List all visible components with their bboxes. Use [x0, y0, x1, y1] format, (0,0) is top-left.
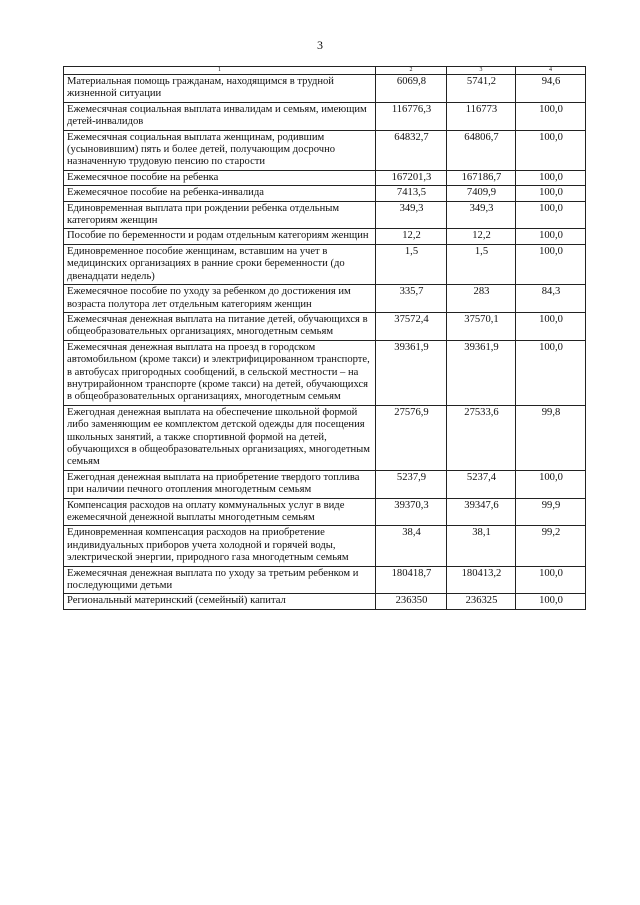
planned-value: 236350 [376, 594, 447, 609]
percent-value: 100,0 [516, 102, 586, 130]
actual-value: 64806,7 [447, 130, 516, 170]
table-row [64, 340, 586, 405]
table-row [64, 229, 586, 244]
planned-value: 27576,9 [376, 405, 447, 470]
actual-value: 5237,4 [447, 470, 516, 498]
planned-value: 39361,9 [376, 340, 447, 405]
column-number-row [64, 67, 586, 75]
percent-value: 100,0 [516, 470, 586, 498]
page-number: 3 [317, 38, 323, 52]
actual-value: 12,2 [447, 229, 516, 244]
column-number: 2 [376, 67, 447, 75]
actual-value: 116773 [447, 102, 516, 130]
percent-value: 100,0 [516, 566, 586, 594]
table-row [64, 186, 586, 201]
column-number: 1 [64, 67, 376, 75]
percent-value: 100,0 [516, 340, 586, 405]
actual-value: 27533,6 [447, 405, 516, 470]
planned-value: 167201,3 [376, 170, 447, 185]
actual-value: 37570,1 [447, 312, 516, 340]
row-name: Ежегодная денежная выплата на обеспечение школьной формой либо заменяющим ее комплектом детской одежды для посещения школьных занятий, а также спортивной формой на детей, обучающихся в общеобразовательных организациях, многодетным семьям [64, 405, 376, 470]
planned-value: 37572,4 [376, 312, 447, 340]
percent-value: 100,0 [516, 186, 586, 201]
row-name: Региональный материнский (семейный) капитал [64, 594, 376, 609]
table-row [64, 285, 586, 313]
planned-value: 12,2 [376, 229, 447, 244]
actual-value: 5741,2 [447, 75, 516, 103]
actual-value: 39361,9 [447, 340, 516, 405]
table-row [64, 102, 586, 130]
percent-value: 100,0 [516, 130, 586, 170]
planned-value: 7413,5 [376, 186, 447, 201]
table-row [64, 312, 586, 340]
table-row [64, 244, 586, 284]
row-name: Пособие по беременности и родам отдельным категориям женщин [64, 229, 376, 244]
actual-value: 39347,6 [447, 498, 516, 526]
percent-value: 100,0 [516, 201, 586, 229]
percent-value: 100,0 [516, 594, 586, 609]
percent-value: 100,0 [516, 312, 586, 340]
row-name: Ежемесячная социальная выплата инвалидам и семьям, имеющим детей-инвалидов [64, 102, 376, 130]
row-name: Ежемесячное пособие на ребенка-инвалида [64, 186, 376, 201]
actual-value: 180413,2 [447, 566, 516, 594]
column-number: 4 [516, 67, 586, 75]
table-row [64, 201, 586, 229]
actual-value: 236325 [447, 594, 516, 609]
actual-value: 167186,7 [447, 170, 516, 185]
percent-value: 100,0 [516, 244, 586, 284]
planned-value: 335,7 [376, 285, 447, 313]
planned-value: 349,3 [376, 201, 447, 229]
planned-value: 1,5 [376, 244, 447, 284]
planned-value: 39370,3 [376, 498, 447, 526]
row-name: Ежемесячное пособие по уходу за ребенком до достижения им возраста полутора лет отдельным категориям женщин [64, 285, 376, 313]
actual-value: 38,1 [447, 526, 516, 566]
table-row [64, 470, 586, 498]
actual-value: 349,3 [447, 201, 516, 229]
table-row [64, 526, 586, 566]
row-name: Ежемесячная денежная выплата по уходу за третьим ребенком и последующими детьми [64, 566, 376, 594]
planned-value: 64832,7 [376, 130, 447, 170]
table-row [64, 405, 586, 470]
actual-value: 283 [447, 285, 516, 313]
table-row [64, 498, 586, 526]
table-row [64, 130, 586, 170]
row-name: Ежемесячное пособие на ребенка [64, 170, 376, 185]
percent-value: 99,8 [516, 405, 586, 470]
row-name: Ежемесячная денежная выплата на питание детей, обучающихся в общеобразовательных организациях, многодетным семьям [64, 312, 376, 340]
actual-value: 1,5 [447, 244, 516, 284]
planned-value: 5237,9 [376, 470, 447, 498]
table-row [64, 170, 586, 185]
table-row [64, 566, 586, 594]
percent-value: 100,0 [516, 170, 586, 185]
row-name: Единовременное пособие женщинам, вставшим на учет в медицинских организациях в ранние сроки беременности (до двенадцати недель) [64, 244, 376, 284]
planned-value: 6069,8 [376, 75, 447, 103]
percent-value: 100,0 [516, 229, 586, 244]
row-name: Ежемесячная социальная выплата женщинам, родившим (усыновившим) пять и более детей, получающим досрочно назначенную трудовую пенсию по старости [64, 130, 376, 170]
row-name: Ежегодная денежная выплата на приобретение твердого топлива при наличии печного отопления многодетным семьям [64, 470, 376, 498]
row-name: Компенсация расходов на оплату коммунальных услуг в виде ежемесячной денежной выплаты многодетным семьям [64, 498, 376, 526]
planned-value: 38,4 [376, 526, 447, 566]
percent-value: 84,3 [516, 285, 586, 313]
actual-value: 7409,9 [447, 186, 516, 201]
column-number: 3 [447, 67, 516, 75]
row-name: Материальная помощь гражданам, находящимся в трудной жизненной ситуации [64, 75, 376, 103]
row-name: Единовременная компенсация расходов на приобретение индивидуальных приборов учета холодной и горячей воды, электрической энергии, природного газа многодетным семьям [64, 526, 376, 566]
row-name: Ежемесячная денежная выплата на проезд в городском автомобильном (кроме такси) и электрифицированном транспорте, в автобусах пригородных сообщений, в сельской местности – на внутрирайонном транспорте (кроме такси) на детей, обучающихся в общеобразовательных организациях, многодетным семьям [64, 340, 376, 405]
table-row [64, 594, 586, 609]
percent-value: 99,2 [516, 526, 586, 566]
row-name: Единовременная выплата при рождении ребенка отдельным категориям женщин [64, 201, 376, 229]
planned-value: 180418,7 [376, 566, 447, 594]
expenditure-table [63, 66, 586, 610]
table-row [64, 75, 586, 103]
planned-value: 116776,3 [376, 102, 447, 130]
percent-value: 99,9 [516, 498, 586, 526]
percent-value: 94,6 [516, 75, 586, 103]
